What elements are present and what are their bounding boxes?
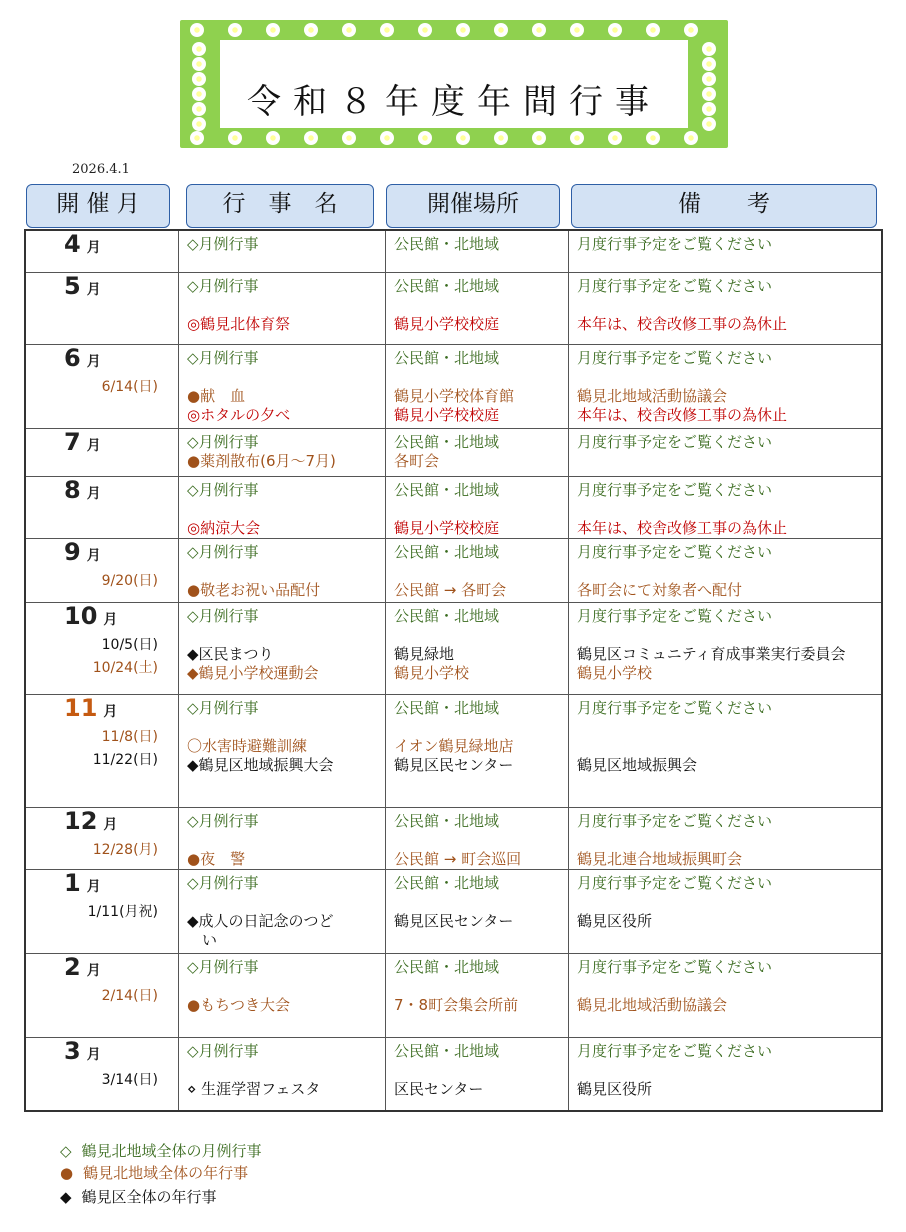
event-note bbox=[577, 626, 873, 645]
month-cell bbox=[25, 344, 179, 428]
event-place: 各町会 bbox=[394, 451, 440, 470]
event-name-cell bbox=[179, 344, 386, 428]
event-place: 鶴見小学校校庭 bbox=[394, 518, 500, 537]
event-name bbox=[187, 831, 377, 850]
month-cell bbox=[25, 869, 179, 953]
month-number: 4 bbox=[64, 230, 81, 258]
event-note-cell bbox=[569, 602, 883, 694]
event-name bbox=[187, 977, 377, 996]
table-row bbox=[25, 1037, 882, 1111]
event-note-cell bbox=[569, 538, 883, 602]
event-name: ●献 血 bbox=[187, 386, 246, 405]
event-note bbox=[577, 718, 873, 737]
issue-date: 2026.4.1 bbox=[72, 162, 130, 177]
flower-decoration bbox=[702, 57, 716, 71]
legend-text: 鶴見北地域全体の月例行事 bbox=[81, 1142, 262, 1160]
month-number: 1 bbox=[64, 868, 81, 897]
flower-decoration bbox=[190, 23, 204, 37]
flower-decoration bbox=[702, 87, 716, 101]
flower-decoration bbox=[380, 23, 394, 37]
event-name-cell bbox=[179, 272, 386, 344]
event-note: 本年は、校舎改修工事の為休止 bbox=[577, 405, 788, 424]
event-place: 公民館・北地域 bbox=[394, 235, 500, 253]
table-row bbox=[25, 602, 882, 694]
event-name bbox=[187, 368, 377, 387]
legend-text: 鶴見区全体の年行事 bbox=[81, 1188, 217, 1206]
event-place: 鶴見小学校 bbox=[394, 663, 470, 682]
table-row bbox=[25, 694, 882, 807]
event-date: 10/5(日) bbox=[101, 636, 158, 653]
event-date: 3/14(日) bbox=[101, 1071, 158, 1088]
month-unit: 月 bbox=[86, 281, 101, 298]
event-note: 鶴見区役所 bbox=[577, 1079, 653, 1098]
month-number: 8 bbox=[64, 475, 81, 504]
event-note: 鶴見北地域活動協議会 bbox=[577, 386, 728, 405]
event-place-cell bbox=[386, 807, 569, 869]
event-name-cell bbox=[179, 230, 386, 272]
month-number: 7 bbox=[64, 427, 81, 456]
month-unit: 月 bbox=[86, 485, 101, 502]
event-place-cell bbox=[386, 230, 569, 272]
flower-decoration bbox=[456, 23, 470, 37]
flower-decoration bbox=[418, 131, 432, 145]
event-note: 鶴見区地域振興会 bbox=[577, 755, 698, 774]
month-unit: 月 bbox=[103, 611, 118, 628]
flower-decoration bbox=[192, 57, 206, 71]
event-note: 月度行事予定をご覧ください bbox=[577, 811, 773, 830]
event-place: イオン鶴見緑地店 bbox=[394, 736, 514, 755]
event-place-cell bbox=[386, 428, 569, 476]
event-place-cell bbox=[386, 1037, 569, 1111]
event-place-cell bbox=[386, 694, 569, 807]
flower-decoration bbox=[266, 23, 280, 37]
flower-decoration bbox=[532, 23, 546, 37]
event-name-cell bbox=[179, 476, 386, 538]
flower-decoration bbox=[494, 23, 508, 37]
header-month: 開 催 月 bbox=[26, 184, 170, 228]
event-name: ◇月例行事 bbox=[187, 698, 259, 717]
event-name: ◇月例行事 bbox=[187, 1041, 259, 1060]
event-date: 9/20(日) bbox=[101, 572, 158, 589]
event-place bbox=[394, 368, 560, 387]
event-note bbox=[577, 296, 873, 315]
event-name-cell bbox=[179, 1037, 386, 1111]
table-row bbox=[25, 869, 882, 953]
event-place: 公民館・北地域 bbox=[394, 811, 500, 830]
event-name-cell bbox=[179, 953, 386, 1037]
event-note: 鶴見区コミュニティ育成事業実行委員会 bbox=[577, 644, 846, 663]
month-unit: 月 bbox=[86, 962, 101, 979]
event-name: ◇月例行事 bbox=[187, 348, 259, 367]
event-name-cell bbox=[179, 428, 386, 476]
event-place bbox=[394, 1061, 560, 1080]
legend-symbol: ◆ bbox=[60, 1188, 72, 1206]
event-note: 月度行事予定をご覧ください bbox=[577, 873, 773, 892]
event-note: 月度行事予定をご覧ください bbox=[577, 1041, 773, 1060]
event-note bbox=[577, 977, 873, 996]
event-name-cell bbox=[179, 869, 386, 953]
event-place: 鶴見小学校体育館 bbox=[394, 386, 515, 405]
events-table bbox=[24, 229, 883, 1112]
event-note bbox=[577, 562, 873, 581]
event-place bbox=[394, 562, 560, 581]
event-note: 月度行事予定をご覧ください bbox=[577, 432, 773, 451]
flower-decoration bbox=[228, 23, 242, 37]
month-number: 3 bbox=[64, 1036, 81, 1065]
flower-decoration bbox=[532, 131, 546, 145]
flower-decoration bbox=[702, 42, 716, 56]
event-name: ◆鶴見小学校運動会 bbox=[187, 663, 319, 682]
flower-decoration bbox=[192, 72, 206, 86]
event-place: 公民館・北地域 bbox=[394, 873, 500, 892]
header-place: 開催場所 bbox=[386, 184, 560, 228]
flower-decoration bbox=[192, 42, 206, 56]
event-note: 月度行事予定をご覧ください bbox=[577, 606, 773, 625]
event-name: ◇月例行事 bbox=[187, 957, 259, 976]
month-unit: 月 bbox=[86, 547, 101, 564]
flower-decoration bbox=[570, 23, 584, 37]
month-unit: 月 bbox=[86, 878, 101, 895]
event-name: ●もちつき大会 bbox=[187, 995, 290, 1014]
event-note bbox=[577, 737, 873, 756]
month-number: 11 bbox=[64, 693, 98, 722]
event-note bbox=[577, 500, 873, 519]
event-place bbox=[394, 977, 560, 996]
event-note-cell bbox=[569, 428, 883, 476]
event-place-cell bbox=[386, 272, 569, 344]
month-unit: 月 bbox=[86, 1046, 101, 1063]
table-row bbox=[25, 538, 882, 602]
event-place: 公民館・北地域 bbox=[394, 1041, 500, 1060]
month-cell bbox=[25, 272, 179, 344]
event-name: ◇月例行事 bbox=[187, 873, 259, 892]
event-name-cell bbox=[179, 538, 386, 602]
table-row bbox=[25, 476, 882, 538]
event-note: 月度行事予定をご覧ください bbox=[577, 542, 773, 561]
event-date: 10/24(土) bbox=[92, 659, 158, 676]
event-place: 公民館 → 町会巡回 bbox=[394, 849, 522, 868]
legend-text: 鶴見北地域全体の年行事 bbox=[83, 1164, 249, 1182]
event-note bbox=[577, 368, 873, 387]
month-number: 5 bbox=[64, 271, 81, 300]
event-place: 公民館・北地域 bbox=[394, 432, 500, 451]
flower-decoration bbox=[190, 131, 204, 145]
event-place-cell bbox=[386, 538, 569, 602]
event-place: 公民館・北地域 bbox=[394, 957, 500, 976]
event-note bbox=[577, 831, 873, 850]
event-name bbox=[187, 718, 377, 737]
flower-decoration bbox=[380, 131, 394, 145]
month-unit: 月 bbox=[103, 816, 118, 833]
event-name: ◇月例行事 bbox=[187, 606, 259, 625]
table-row bbox=[25, 807, 882, 869]
event-note-cell bbox=[569, 1037, 883, 1111]
legend-symbol: ● bbox=[60, 1164, 74, 1182]
event-name: ◇月例行事 bbox=[187, 542, 259, 561]
event-date: 2/14(日) bbox=[101, 987, 158, 1004]
event-place: 7・8町会集会所前 bbox=[394, 995, 519, 1014]
event-date: 11/8(日) bbox=[101, 728, 158, 745]
title-panel bbox=[220, 40, 688, 128]
event-note: 月度行事予定をご覧ください bbox=[577, 698, 773, 717]
event-place-cell bbox=[386, 953, 569, 1037]
page-title: 令和８年度年間行事 bbox=[247, 82, 661, 122]
month-cell bbox=[25, 538, 179, 602]
month-cell bbox=[25, 230, 179, 272]
event-place-cell bbox=[386, 476, 569, 538]
month-cell bbox=[25, 602, 179, 694]
flower-decoration bbox=[192, 102, 206, 116]
event-place: 鶴見小学校校庭 bbox=[394, 314, 500, 333]
event-name: ◇月例行事 bbox=[187, 811, 259, 830]
flower-decoration bbox=[304, 23, 318, 37]
event-name bbox=[187, 626, 377, 645]
flower-decoration bbox=[192, 117, 206, 131]
flower-decoration bbox=[266, 131, 280, 145]
event-name: ◆区民まつり bbox=[187, 644, 274, 663]
flower-decoration bbox=[702, 102, 716, 116]
flower-decoration bbox=[702, 72, 716, 86]
event-name-cell bbox=[179, 694, 386, 807]
event-place-cell bbox=[386, 344, 569, 428]
month-unit: 月 bbox=[86, 240, 101, 256]
event-note: 月度行事予定をご覧ください bbox=[577, 348, 773, 367]
flower-decoration bbox=[228, 131, 242, 145]
event-name: ●夜 警 bbox=[187, 849, 246, 868]
flower-decoration bbox=[646, 23, 660, 37]
event-name: い bbox=[187, 930, 218, 949]
header-notes: 備 考 bbox=[571, 184, 877, 228]
table-row bbox=[25, 272, 882, 344]
event-name: ◎ホタルの夕べ bbox=[187, 405, 291, 424]
event-name-cell bbox=[179, 602, 386, 694]
event-place bbox=[394, 500, 560, 519]
flower-decoration bbox=[646, 131, 660, 145]
event-note bbox=[577, 893, 873, 912]
event-note: 月度行事予定をご覧ください bbox=[577, 957, 773, 976]
month-unit: 月 bbox=[103, 703, 118, 720]
event-name: ◎納涼大会 bbox=[187, 518, 261, 537]
event-place: 公民館・北地域 bbox=[394, 276, 500, 295]
event-note: 各町会にて対象者へ配付 bbox=[577, 580, 743, 599]
event-note: 鶴見北連合地域振興町会 bbox=[577, 849, 743, 868]
event-place bbox=[394, 626, 560, 645]
event-note bbox=[577, 1061, 873, 1080]
event-date: 6/14(日) bbox=[101, 378, 158, 395]
flower-decoration bbox=[570, 131, 584, 145]
flower-decoration bbox=[418, 23, 432, 37]
flower-decoration bbox=[456, 131, 470, 145]
flower-decoration bbox=[342, 23, 356, 37]
event-name bbox=[187, 500, 377, 519]
event-note: 月度行事予定をご覧ください bbox=[577, 235, 773, 253]
event-note: 本年は、校舎改修工事の為休止 bbox=[577, 314, 788, 333]
month-cell bbox=[25, 1037, 179, 1111]
flower-decoration bbox=[684, 131, 698, 145]
flower-decoration bbox=[608, 23, 622, 37]
event-name bbox=[187, 296, 377, 315]
event-name: ●薬剤散布(6月～7月) bbox=[187, 451, 336, 470]
event-place: 鶴見緑地 bbox=[394, 644, 455, 663]
event-place: 鶴見小学校校庭 bbox=[394, 405, 500, 424]
event-name bbox=[187, 893, 377, 912]
event-note-cell bbox=[569, 476, 883, 538]
event-name: ◇月例行事 bbox=[187, 480, 259, 499]
event-note-cell bbox=[569, 272, 883, 344]
event-place-cell bbox=[386, 602, 569, 694]
event-name: ●敬老お祝い品配付 bbox=[187, 580, 321, 599]
event-note: 鶴見北地域活動協議会 bbox=[577, 995, 728, 1014]
event-place: 公民館・北地域 bbox=[394, 480, 500, 499]
event-note-cell bbox=[569, 869, 883, 953]
event-place-cell bbox=[386, 869, 569, 953]
month-number: 6 bbox=[64, 343, 81, 372]
legend-symbol: ◇ bbox=[60, 1142, 72, 1160]
event-place bbox=[394, 718, 560, 737]
event-name: 〇水害時避難訓練 bbox=[187, 736, 308, 755]
month-cell bbox=[25, 953, 179, 1037]
event-name bbox=[187, 562, 377, 581]
event-place: 公民館・北地域 bbox=[394, 606, 500, 625]
flower-decoration bbox=[608, 131, 622, 145]
event-name: ◆鶴見区地域振興大会 bbox=[187, 755, 334, 774]
month-number: 2 bbox=[64, 952, 81, 981]
legend-item bbox=[60, 1162, 248, 1183]
event-name: ⋄ 生涯学習フェスタ bbox=[187, 1079, 321, 1098]
event-note: 鶴見区役所 bbox=[577, 911, 653, 930]
flower-decoration bbox=[342, 131, 356, 145]
event-date: 12/28(月) bbox=[92, 841, 158, 858]
legend-item bbox=[60, 1186, 217, 1207]
month-cell bbox=[25, 476, 179, 538]
event-place: 区民センター bbox=[394, 1079, 484, 1098]
month-cell bbox=[25, 428, 179, 476]
event-note: 本年は、校舎改修工事の為休止 bbox=[577, 518, 788, 537]
event-note: 鶴見小学校 bbox=[577, 663, 653, 682]
event-date: 11/22(日) bbox=[92, 751, 158, 768]
flower-decoration bbox=[494, 131, 508, 145]
event-name: ◇月例行事 bbox=[187, 432, 259, 451]
event-place: 公民館・北地域 bbox=[394, 348, 500, 367]
event-date: 1/11(月祝) bbox=[87, 903, 158, 920]
event-name: ◆成人の日記念のつど bbox=[187, 911, 334, 930]
legend-item bbox=[60, 1140, 262, 1161]
event-name-cell bbox=[179, 807, 386, 869]
header-event: 行 事 名 bbox=[186, 184, 374, 228]
event-name bbox=[187, 1061, 377, 1080]
month-cell bbox=[25, 807, 179, 869]
event-place bbox=[394, 831, 560, 850]
event-place bbox=[394, 893, 560, 912]
event-note-cell bbox=[569, 953, 883, 1037]
month-cell bbox=[25, 694, 179, 807]
event-place: 公民館・北地域 bbox=[394, 698, 500, 717]
month-number: 9 bbox=[64, 537, 81, 566]
flower-decoration bbox=[304, 131, 318, 145]
title-banner bbox=[180, 20, 728, 148]
flower-decoration bbox=[684, 23, 698, 37]
table-row bbox=[25, 230, 882, 272]
event-name: ◎鶴見北体育祭 bbox=[187, 314, 291, 333]
event-note-cell bbox=[569, 230, 883, 272]
flower-decoration bbox=[702, 117, 716, 131]
event-note-cell bbox=[569, 344, 883, 428]
month-unit: 月 bbox=[86, 353, 101, 370]
event-place bbox=[394, 296, 560, 315]
event-note-cell bbox=[569, 694, 883, 807]
event-place: 公民館・北地域 bbox=[394, 542, 500, 561]
table-row bbox=[25, 953, 882, 1037]
event-note: 月度行事予定をご覧ください bbox=[577, 276, 773, 295]
event-name: ◇月例行事 bbox=[187, 235, 259, 253]
event-note: 月度行事予定をご覧ください bbox=[577, 480, 773, 499]
event-place: 鶴見区民センター bbox=[394, 911, 514, 930]
table-row bbox=[25, 428, 882, 476]
month-unit: 月 bbox=[86, 437, 101, 454]
table-row bbox=[25, 344, 882, 428]
month-number: 12 bbox=[64, 806, 98, 835]
event-place: 公民館 → 各町会 bbox=[394, 580, 507, 599]
event-note-cell bbox=[569, 807, 883, 869]
month-number: 10 bbox=[64, 601, 98, 630]
event-place: 鶴見区民センター bbox=[394, 755, 514, 774]
event-name: ◇月例行事 bbox=[187, 276, 259, 295]
flower-decoration bbox=[192, 87, 206, 101]
